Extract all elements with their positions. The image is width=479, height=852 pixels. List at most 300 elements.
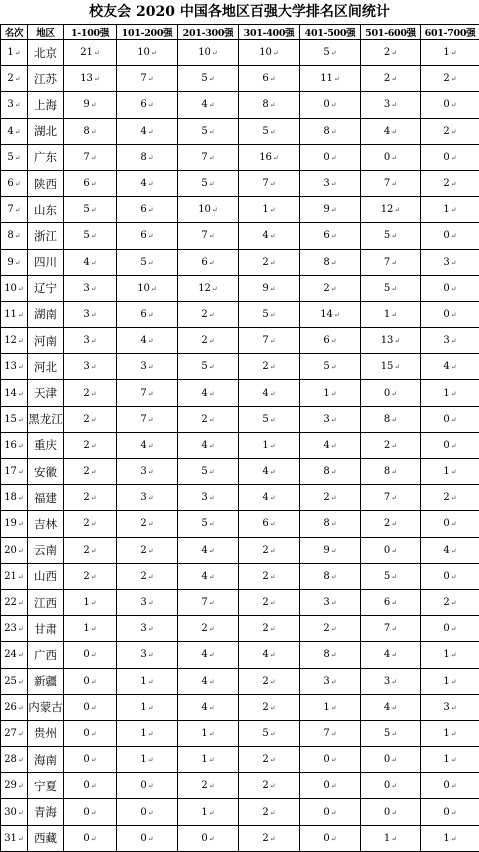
count-value: 9: [323, 545, 329, 556]
cell-end-mark-icon: ↵: [391, 416, 397, 424]
cell-end-mark-icon: ↵: [451, 311, 457, 319]
count-cell: [421, 170, 479, 196]
count-cell: [421, 485, 479, 511]
count-value: 5: [262, 414, 268, 425]
rank-cell: [1, 92, 28, 118]
count-cell: [300, 720, 361, 746]
count-cell: [361, 406, 421, 432]
count-value: 5: [384, 283, 390, 294]
region-cell: 海南: [28, 747, 64, 773]
count-value: 3: [140, 361, 146, 372]
count-value: 8: [323, 649, 329, 660]
cell-end-mark-icon: ↵: [209, 468, 215, 476]
count-cell: [64, 459, 117, 485]
cell-end-mark-icon: ↵: [15, 232, 21, 240]
count-cell: [239, 432, 300, 458]
count-value: 13: [80, 73, 93, 84]
count-value: 6: [262, 73, 268, 84]
count-cell: [300, 144, 361, 170]
cell-end-mark-icon: ↵: [394, 337, 400, 345]
count-value: 3: [140, 649, 146, 660]
count-value: 0: [323, 152, 329, 163]
count-value: 0: [323, 99, 329, 110]
count-cell: [421, 825, 479, 851]
cell-end-mark-icon: ↵: [18, 678, 24, 686]
count-cell: [300, 563, 361, 589]
count-cell: [117, 144, 178, 170]
table-header-row: [1, 25, 479, 40]
table-row: [1, 92, 479, 118]
cell-end-mark-icon: ↵: [270, 494, 276, 502]
count-value: 5: [262, 126, 268, 137]
count-cell: [64, 773, 117, 799]
region-cell: 吉林: [28, 511, 64, 537]
count-value: 5: [140, 257, 146, 268]
cell-end-mark-icon: ↵: [148, 678, 154, 686]
count-value: 2: [262, 545, 268, 556]
region-cell: 黑龙江: [28, 406, 64, 432]
count-cell: [117, 537, 178, 563]
count-value: 6: [140, 230, 146, 241]
count-value: 7: [201, 597, 207, 608]
count-value: 3: [443, 335, 449, 346]
count-value: 8: [323, 257, 329, 268]
count-cell: [117, 40, 178, 66]
count-cell: [117, 354, 178, 380]
cell-end-mark-icon: ↵: [451, 704, 457, 712]
count-cell: [117, 563, 178, 589]
count-cell: [64, 406, 117, 432]
count-value: 4: [201, 702, 207, 713]
count-value: 6: [262, 518, 268, 529]
count-cell: [300, 432, 361, 458]
region-cell: 山西: [28, 563, 64, 589]
count-cell: [64, 799, 117, 825]
count-cell: [64, 197, 117, 223]
count-cell: [64, 747, 117, 773]
cell-end-mark-icon: ↵: [91, 494, 97, 502]
count-value: 0: [384, 545, 390, 556]
rank-value: 12: [4, 335, 17, 346]
count-value: 1: [323, 388, 329, 399]
cell-end-mark-icon: ↵: [391, 311, 397, 319]
cell-end-mark-icon: ↵: [148, 337, 154, 345]
count-cell: [421, 92, 479, 118]
count-value: 1: [140, 728, 146, 739]
cell-end-mark-icon: ↵: [451, 520, 457, 528]
count-value: 2: [384, 518, 390, 529]
count-cell: [117, 66, 178, 92]
count-value: 8: [323, 466, 329, 477]
count-value: 4: [384, 649, 390, 660]
count-cell: [300, 589, 361, 615]
cell-end-mark-icon: ↵: [451, 75, 457, 83]
count-value: 5: [262, 728, 268, 739]
count-value: 1: [443, 466, 449, 477]
cell-end-mark-icon: ↵: [273, 49, 279, 57]
count-cell: [117, 275, 178, 301]
count-value: 2: [262, 702, 268, 713]
table-row: [1, 66, 479, 92]
cell-end-mark-icon: ↵: [391, 756, 397, 764]
cell-end-mark-icon: ↵: [270, 704, 276, 712]
count-value: 1: [443, 388, 449, 399]
cell-end-mark-icon: ↵: [391, 285, 397, 293]
count-value: 8: [140, 152, 146, 163]
cell-end-mark-icon: ↵: [18, 809, 24, 817]
table-row: [1, 694, 479, 720]
count-value: 2: [83, 571, 89, 582]
count-value: 2: [83, 414, 89, 425]
region-cell: 山东: [28, 197, 64, 223]
count-value: 0: [443, 518, 449, 529]
cell-end-mark-icon: ↵: [15, 101, 21, 109]
cell-end-mark-icon: ↵: [148, 154, 154, 162]
count-cell: [178, 170, 239, 196]
region-cell: 西藏: [28, 825, 64, 851]
count-cell: [300, 66, 361, 92]
cell-end-mark-icon: ↵: [270, 625, 276, 633]
cell-end-mark-icon: ↵: [391, 442, 397, 450]
cell-end-mark-icon: ↵: [270, 285, 276, 293]
cell-end-mark-icon: ↵: [148, 363, 154, 371]
count-value: 1: [443, 204, 449, 215]
cell-end-mark-icon: ↵: [331, 259, 337, 267]
count-cell: [64, 642, 117, 668]
count-cell: [300, 668, 361, 694]
cell-end-mark-icon: ↵: [209, 232, 215, 240]
count-cell: [421, 642, 479, 668]
cell-end-mark-icon: ↵: [331, 599, 337, 607]
count-value: 2: [140, 518, 146, 529]
cell-end-mark-icon: ↵: [91, 285, 97, 293]
cell-end-mark-icon: ↵: [91, 390, 97, 398]
table-row: [1, 170, 479, 196]
column-header: 601-700强: [421, 25, 479, 40]
count-value: 0: [384, 780, 390, 791]
count-cell: [178, 825, 239, 851]
region-cell: 河北: [28, 354, 64, 380]
count-value: 4: [201, 676, 207, 687]
count-value: 8: [384, 466, 390, 477]
count-cell: [421, 459, 479, 485]
count-cell: [361, 328, 421, 354]
cell-end-mark-icon: ↵: [331, 285, 337, 293]
count-value: 3: [140, 597, 146, 608]
count-cell: [361, 66, 421, 92]
cell-end-mark-icon: ↵: [209, 573, 215, 581]
cell-end-mark-icon: ↵: [15, 128, 21, 136]
count-cell: [64, 537, 117, 563]
region-cell: 内蒙古: [28, 694, 64, 720]
count-cell: [421, 328, 479, 354]
cell-end-mark-icon: ↵: [391, 625, 397, 633]
count-cell: [64, 118, 117, 144]
count-cell: [421, 432, 479, 458]
count-cell: [178, 406, 239, 432]
count-cell: [300, 197, 361, 223]
count-value: 10: [137, 283, 150, 294]
count-cell: [361, 485, 421, 511]
count-value: 21: [80, 47, 93, 58]
cell-end-mark-icon: ↵: [209, 75, 215, 83]
count-cell: [361, 197, 421, 223]
count-cell: [64, 40, 117, 66]
count-value: 5: [201, 361, 207, 372]
cell-end-mark-icon: ↵: [18, 363, 24, 371]
cell-end-mark-icon: ↵: [91, 442, 97, 450]
count-cell: [178, 720, 239, 746]
region-cell: 辽宁: [28, 275, 64, 301]
rank-value: 5: [7, 152, 13, 163]
rank-cell: [1, 144, 28, 170]
count-value: 7: [384, 492, 390, 503]
count-value: 16: [259, 152, 272, 163]
count-value: 8: [262, 99, 268, 110]
cell-end-mark-icon: ↵: [18, 547, 24, 555]
count-value: 9: [323, 204, 329, 215]
count-value: 0: [384, 152, 390, 163]
cell-end-mark-icon: ↵: [331, 494, 337, 502]
rank-cell: [1, 616, 28, 642]
count-value: 0: [443, 780, 449, 791]
cell-end-mark-icon: ↵: [91, 259, 97, 267]
region-cell: 广西: [28, 642, 64, 668]
rank-cell: [1, 406, 28, 432]
region-cell: 宁夏: [28, 773, 64, 799]
count-value: 15: [381, 361, 394, 372]
count-value: 2: [323, 283, 329, 294]
cell-end-mark-icon: ↵: [148, 547, 154, 555]
count-cell: [300, 773, 361, 799]
cell-end-mark-icon: ↵: [148, 75, 154, 83]
count-value: 2: [323, 623, 329, 634]
cell-end-mark-icon: ↵: [331, 337, 337, 345]
count-value: 0: [443, 807, 449, 818]
count-cell: [361, 275, 421, 301]
cell-end-mark-icon: ↵: [451, 101, 457, 109]
cell-end-mark-icon: ↵: [148, 599, 154, 607]
cell-end-mark-icon: ↵: [91, 625, 97, 633]
count-cell: [64, 275, 117, 301]
count-value: 2: [83, 545, 89, 556]
count-value: 10: [198, 47, 211, 58]
count-value: 7: [262, 178, 268, 189]
count-cell: [239, 747, 300, 773]
region-cell: 北京: [28, 40, 64, 66]
count-cell: [239, 616, 300, 642]
cell-end-mark-icon: ↵: [91, 311, 97, 319]
count-value: 7: [384, 257, 390, 268]
count-cell: [64, 432, 117, 458]
cell-end-mark-icon: ↵: [451, 416, 457, 424]
cell-end-mark-icon: ↵: [15, 154, 21, 162]
cell-end-mark-icon: ↵: [148, 835, 154, 843]
count-cell: [421, 747, 479, 773]
count-value: 1: [201, 754, 207, 765]
count-cell: [361, 511, 421, 537]
count-cell: [178, 694, 239, 720]
cell-end-mark-icon: ↵: [148, 442, 154, 450]
count-cell: [117, 328, 178, 354]
rank-value: 11: [4, 309, 17, 320]
count-cell: [361, 354, 421, 380]
cell-end-mark-icon: ↵: [209, 678, 215, 686]
count-value: 1: [201, 807, 207, 818]
cell-end-mark-icon: ↵: [91, 809, 97, 817]
count-cell: [239, 537, 300, 563]
table-row: [1, 144, 479, 170]
cell-end-mark-icon: ↵: [91, 180, 97, 188]
cell-end-mark-icon: ↵: [151, 49, 157, 57]
cell-end-mark-icon: ↵: [391, 782, 397, 790]
count-cell: [178, 589, 239, 615]
count-value: 2: [443, 73, 449, 84]
column-header: 1-100强: [64, 25, 117, 40]
cell-end-mark-icon: ↵: [270, 835, 276, 843]
count-cell: [64, 563, 117, 589]
count-cell: [361, 249, 421, 275]
count-cell: [421, 537, 479, 563]
count-value: 6: [140, 99, 146, 110]
count-cell: [300, 537, 361, 563]
count-value: 2: [384, 47, 390, 58]
cell-end-mark-icon: ↵: [209, 416, 215, 424]
count-value: 0: [443, 309, 449, 320]
count-value: 10: [137, 47, 150, 58]
count-value: 0: [83, 754, 89, 765]
table-row: [1, 459, 479, 485]
cell-end-mark-icon: ↵: [391, 599, 397, 607]
count-value: 4: [140, 178, 146, 189]
count-value: 6: [201, 257, 207, 268]
cell-end-mark-icon: ↵: [209, 180, 215, 188]
count-value: 2: [262, 780, 268, 791]
count-cell: [361, 799, 421, 825]
count-value: 0: [323, 807, 329, 818]
count-value: 5: [262, 309, 268, 320]
cell-end-mark-icon: ↵: [391, 154, 397, 162]
cell-end-mark-icon: ↵: [331, 442, 337, 450]
column-header: 名次: [1, 25, 28, 40]
cell-end-mark-icon: ↵: [209, 154, 215, 162]
count-cell: [178, 485, 239, 511]
count-cell: [361, 773, 421, 799]
cell-end-mark-icon: ↵: [270, 730, 276, 738]
count-cell: [178, 66, 239, 92]
rank-cell: [1, 354, 28, 380]
cell-end-mark-icon: ↵: [91, 232, 97, 240]
count-cell: [361, 223, 421, 249]
count-value: 0: [384, 807, 390, 818]
count-cell: [64, 589, 117, 615]
count-value: 1: [443, 47, 449, 58]
cell-end-mark-icon: ↵: [331, 573, 337, 581]
count-cell: [421, 223, 479, 249]
rank-value: 8: [7, 230, 13, 241]
count-cell: [239, 40, 300, 66]
count-cell: [239, 642, 300, 668]
count-value: 0: [443, 230, 449, 241]
cell-end-mark-icon: ↵: [270, 520, 276, 528]
count-cell: [64, 328, 117, 354]
cell-end-mark-icon: ↵: [451, 625, 457, 633]
count-value: 1: [83, 623, 89, 634]
region-cell: 云南: [28, 537, 64, 563]
count-value: 0: [83, 702, 89, 713]
cell-end-mark-icon: ↵: [91, 363, 97, 371]
rank-value: 31: [4, 833, 17, 844]
count-cell: [300, 170, 361, 196]
cell-end-mark-icon: ↵: [270, 128, 276, 136]
count-value: 8: [323, 571, 329, 582]
count-cell: [239, 328, 300, 354]
count-cell: [239, 485, 300, 511]
count-cell: [64, 144, 117, 170]
cell-end-mark-icon: ↵: [18, 520, 24, 528]
rank-value: 24: [4, 649, 17, 660]
rank-value: 21: [4, 571, 17, 582]
count-cell: [421, 275, 479, 301]
cell-end-mark-icon: ↵: [94, 75, 100, 83]
rank-value: 3: [7, 99, 13, 110]
count-cell: [300, 40, 361, 66]
count-cell: [239, 301, 300, 327]
count-value: 0: [443, 623, 449, 634]
count-value: 1: [384, 309, 390, 320]
count-value: 4: [262, 649, 268, 660]
rank-value: 15: [4, 414, 17, 425]
count-cell: [117, 799, 178, 825]
count-cell: [421, 668, 479, 694]
cell-end-mark-icon: ↵: [451, 494, 457, 502]
count-value: 0: [83, 780, 89, 791]
count-cell: [178, 511, 239, 537]
rank-value: 4: [7, 126, 13, 137]
count-cell: [239, 118, 300, 144]
count-value: 2: [262, 361, 268, 372]
cell-end-mark-icon: ↵: [451, 154, 457, 162]
cell-end-mark-icon: ↵: [209, 101, 215, 109]
count-value: 2: [201, 780, 207, 791]
cell-end-mark-icon: ↵: [209, 756, 215, 764]
cell-end-mark-icon: ↵: [391, 730, 397, 738]
column-header: 201-300强: [178, 25, 239, 40]
count-cell: [361, 170, 421, 196]
cell-end-mark-icon: ↵: [151, 285, 157, 293]
cell-end-mark-icon: ↵: [270, 416, 276, 424]
count-cell: [239, 249, 300, 275]
count-value: 9: [262, 283, 268, 294]
cell-end-mark-icon: ↵: [18, 756, 24, 764]
count-cell: [421, 118, 479, 144]
count-cell: [64, 380, 117, 406]
count-value: 1: [140, 702, 146, 713]
count-value: 1: [140, 754, 146, 765]
region-cell: 江西: [28, 589, 64, 615]
count-cell: [178, 459, 239, 485]
cell-end-mark-icon: ↵: [451, 180, 457, 188]
count-value: 5: [384, 230, 390, 241]
count-value: 2: [384, 73, 390, 84]
count-cell: [421, 799, 479, 825]
table-row: [1, 799, 479, 825]
count-cell: [300, 354, 361, 380]
count-cell: [117, 642, 178, 668]
region-cell: 青海: [28, 799, 64, 825]
cell-end-mark-icon: ↵: [451, 390, 457, 398]
cell-end-mark-icon: ↵: [331, 651, 337, 659]
